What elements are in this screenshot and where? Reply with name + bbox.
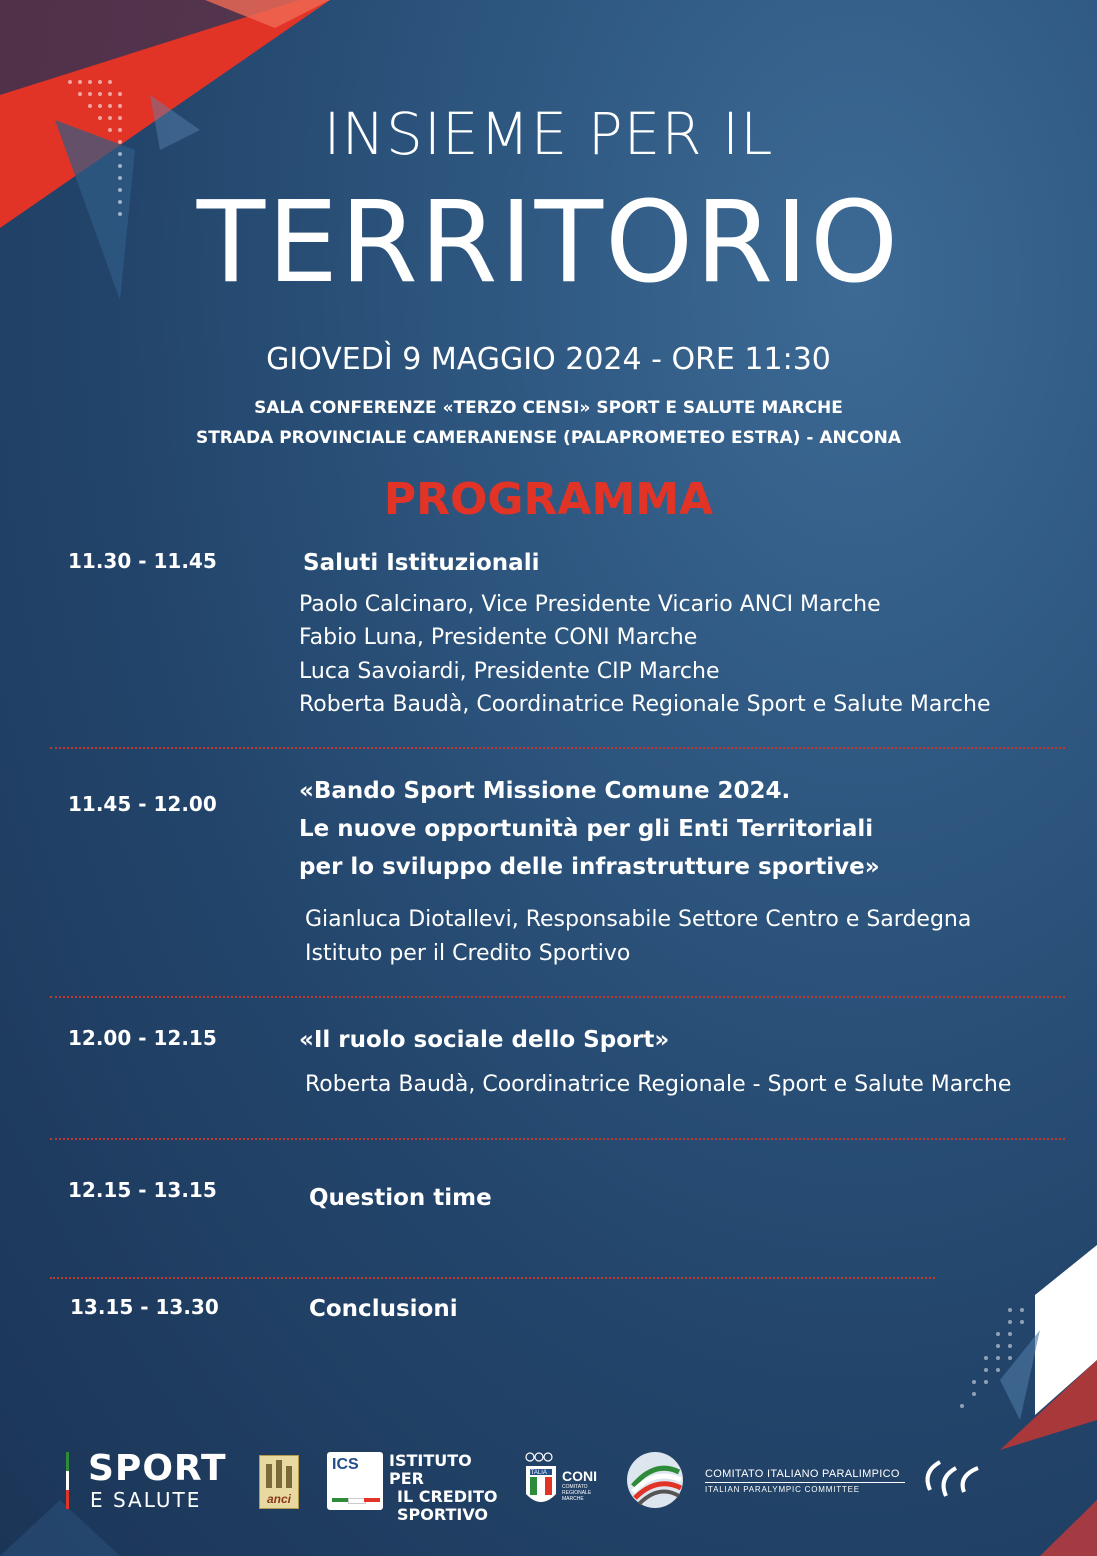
anci-logo: anci xyxy=(259,1455,299,1509)
agenda-speaker: Roberta Baudà, Coordinatrice Regionale - Sport e Salute Marche xyxy=(305,1072,1012,1097)
title-line-2: TERRITORIO xyxy=(196,178,901,308)
agenda-title-3: «Il ruolo sociale dello Sport» xyxy=(299,1027,670,1053)
agenda-time-5: 13.15 - 13.30 xyxy=(70,1295,219,1319)
right-triangle xyxy=(1000,1330,1040,1420)
coni-logo: ITALIA CONI COMITATO REGIONALE MARCHE xyxy=(522,1450,602,1512)
agenda-time-1: 11.30 - 11.45 xyxy=(68,549,217,573)
agenda-title-4: Question time xyxy=(309,1185,492,1211)
paralympic-agitos-icon xyxy=(918,1452,988,1508)
coni-shield-icon xyxy=(522,1450,562,1512)
bottom-right-red xyxy=(1040,1500,1097,1556)
separator xyxy=(50,996,1065,998)
agenda-speaker: Gianluca Diotallevi, Responsabile Settore Centro e Sardegna xyxy=(305,907,972,932)
credito-sportivo-emblem-icon xyxy=(625,1450,687,1510)
sport-e-salute-logo: SPORT E SALUTE xyxy=(66,1452,236,1510)
ics-logo: ICS xyxy=(327,1452,383,1510)
agenda-speaker: Istituto per il Credito Sportivo xyxy=(305,941,631,966)
separator xyxy=(50,1138,1065,1140)
ics-name: ISTITUTO PER IL CREDITO SPORTIVO xyxy=(389,1451,498,1524)
title-line-1: INSIEME PER IL xyxy=(323,100,774,168)
separator xyxy=(50,1277,935,1279)
agenda-time-3: 12.00 - 12.15 xyxy=(68,1026,217,1050)
anci-building-icon xyxy=(260,1456,298,1492)
agenda-time-4: 12.15 - 13.15 xyxy=(68,1178,217,1202)
agenda-speaker: Luca Savoiardi, Presidente CIP Marche xyxy=(299,659,720,684)
agenda-title-5: Conclusioni xyxy=(309,1296,458,1322)
agenda-speaker: Roberta Baudà, Coordinatrice Regionale Sport e Salute Marche xyxy=(299,692,991,717)
agenda-title-1: Saluti Istituzionali xyxy=(303,550,540,576)
agenda-title-2-line-1: «Bando Sport Missione Comune 2024. xyxy=(299,778,791,804)
agenda-speaker: Paolo Calcinaro, Vice Presidente Vicario ANCI Marche xyxy=(299,592,881,617)
cip-logo-text: COMITATO ITALIANO PARALIMPICO ITALIAN PARALYMPIC COMMITTEE xyxy=(705,1468,905,1494)
agenda-speaker: Fabio Luna, Presidente CONI Marche xyxy=(299,625,698,650)
event-date: GIOVEDÌ 9 MAGGIO 2024 - ORE 11:30 xyxy=(266,342,831,377)
agenda-title-2-line-2: Le nuove opportunità per gli Enti Territoriali xyxy=(299,816,874,842)
agenda-time-2: 11.45 - 12.00 xyxy=(68,792,217,816)
separator xyxy=(50,747,1065,749)
agenda-title-2-line-3: per lo sviluppo delle infrastrutture sportive» xyxy=(299,854,880,880)
program-heading: PROGRAMMA xyxy=(383,474,714,525)
location-line-2: STRADA PROVINCIALE CAMERANENSE (PALAPROMETEO ESTRA) - ANCONA xyxy=(195,428,902,448)
location-line-1: SALA CONFERENZE «TERZO CENSI» SPORT E SALUTE MARCHE xyxy=(254,398,843,418)
